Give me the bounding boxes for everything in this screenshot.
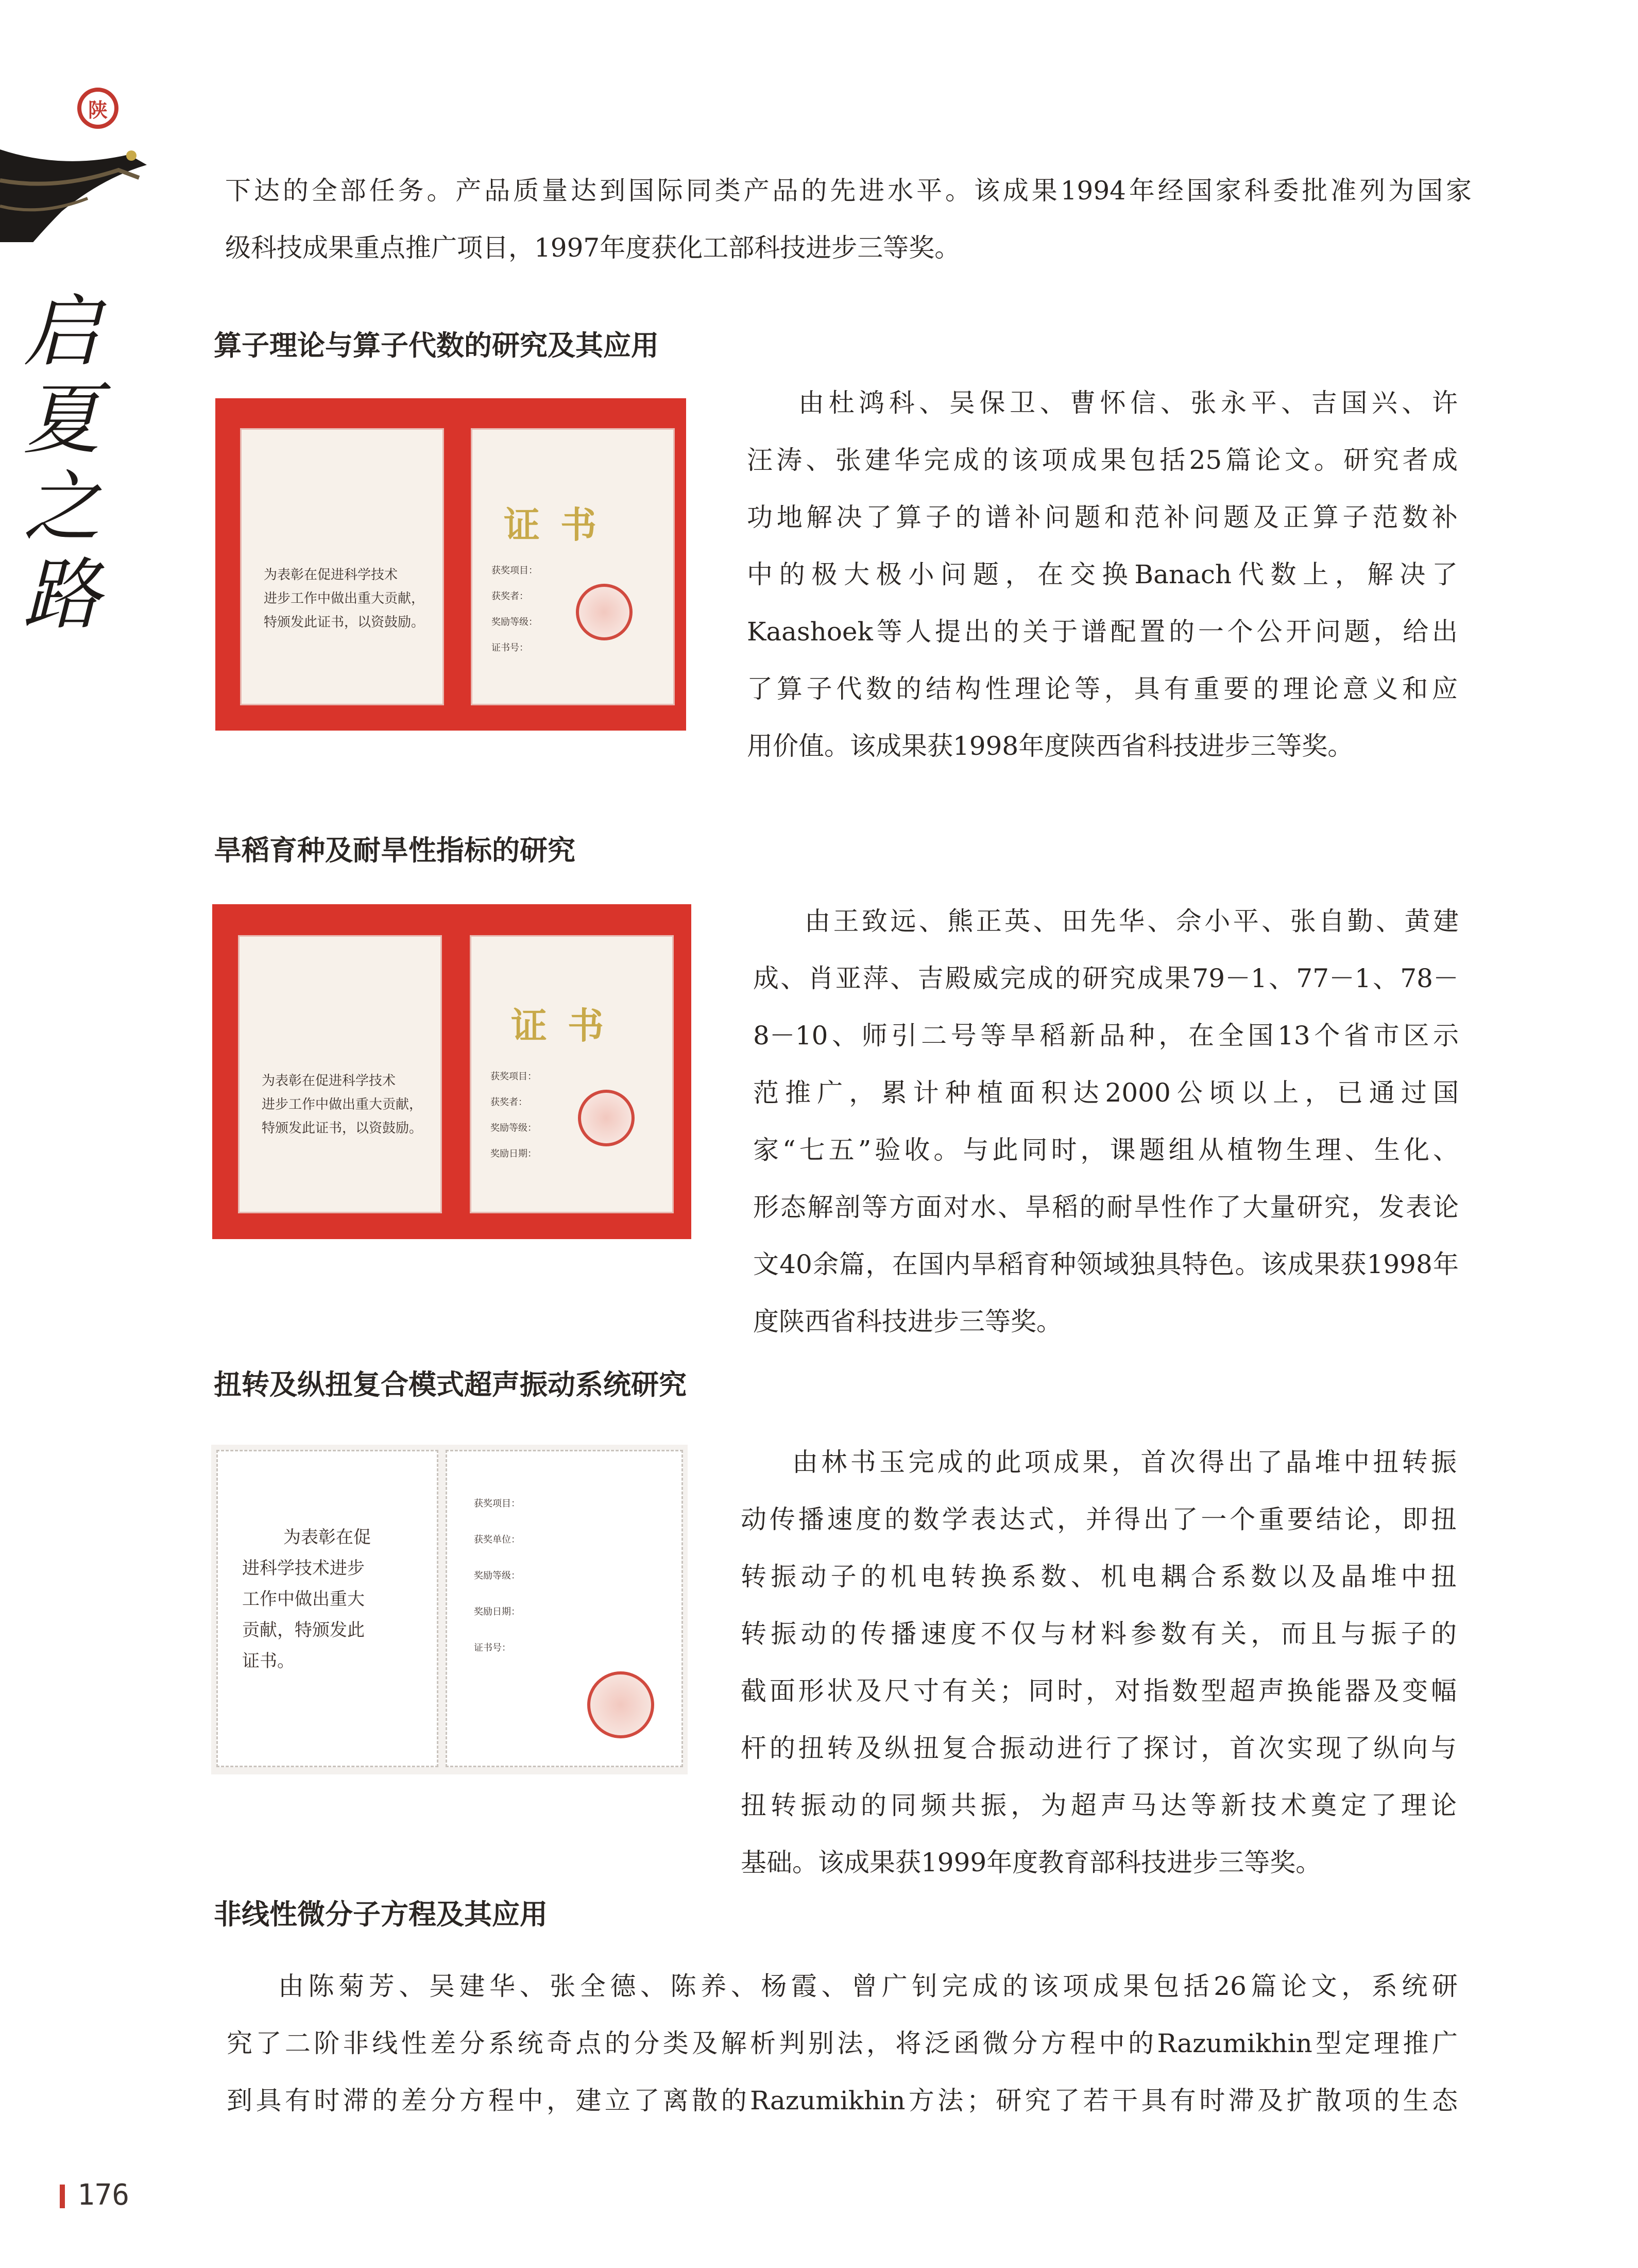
cert-text-line: 贡献，特颁发此 — [242, 1620, 365, 1640]
cert-field: 获奖者： — [490, 1097, 527, 1108]
text-line: 了算子代数的结构性理论等，具有重要的理论意义和应 — [747, 674, 1458, 704]
cert-text-line: 特颁发此证书，以资鼓励。 — [264, 615, 425, 630]
cert-field: 奖励日期： — [474, 1606, 520, 1617]
section-2-paragraph — [753, 893, 1459, 1350]
cert-text-line: 为表彰在促 — [283, 1527, 371, 1548]
text-line: 8－10、师引二号等旱稻新品种，在全国13个省市区示 — [753, 1021, 1459, 1051]
cert-text-line: 进步工作中做出重大贡献， — [264, 591, 425, 606]
text-line: 下达的全部任务。产品质量达到国际同类产品的先进水平。该成果1994年经国家科委批准列为国家 — [225, 176, 1472, 206]
cert-field: 获奖项目： — [491, 565, 538, 576]
cert-field: 证书号： — [491, 642, 528, 653]
text-line: 到具有时滞的差分方程中，建立了离散的Razumikhin方法；研究了若干具有时滞及扩散项的生态 — [227, 2086, 1458, 2115]
cert-text-line: 工作中做出重大 — [242, 1589, 365, 1610]
text-line: 由王致远、熊正英、田先华、佘小平、张自勤、黄建 — [805, 906, 1459, 936]
text-line: 杆的扭转及纵扭复合振动进行了探讨，首次实现了纵向与 — [741, 1733, 1457, 1763]
text-line: 转振动的传播速度不仅与材料参数有关，而且与振子的 — [741, 1619, 1457, 1649]
section-4-paragraph — [227, 1958, 1458, 2129]
temple-roof-ornament — [0, 88, 149, 242]
page-number: 176 — [77, 2178, 130, 2212]
text-line: 级科技成果重点推广项目，1997年度获化工部科技进步三等奖。 — [225, 233, 961, 263]
side-title-char: 路 — [23, 550, 100, 640]
side-title-char: 夏 — [23, 375, 100, 465]
text-line: 基础。该成果获1999年度教育部科技进步三等奖。 — [741, 1848, 1322, 1877]
cert-title: 证书 — [504, 503, 617, 546]
cert-field: 奖励等级： — [491, 617, 538, 628]
text-line: 由陈菊芳、吴建华、张全德、陈养、杨霞、曾广钊完成的该项成果包括26篇论文，系统研 — [278, 1971, 1458, 2001]
cert-field: 获奖单位： — [474, 1534, 520, 1545]
section-heading: 扭转及纵扭复合模式超声振动系统研究 — [214, 1368, 687, 1401]
certificate-image — [212, 904, 691, 1239]
cert-field: 证书号： — [474, 1643, 511, 1653]
text-line: 度陕西省科技进步三等奖。 — [753, 1307, 1062, 1336]
cert-field: 奖励等级： — [474, 1570, 520, 1581]
text-line: 转振动子的机电转换系数、机电耦合系数以及晶堆中扭 — [741, 1562, 1457, 1592]
text-line: 形态解剖等方面对水、旱稻的耐旱性作了大量研究，发表论 — [753, 1192, 1459, 1222]
cert-field: 奖励日期： — [490, 1148, 537, 1159]
cert-text-line: 特颁发此证书，以资鼓励。 — [262, 1121, 423, 1136]
cert-title: 证书 — [511, 1004, 624, 1047]
section-heading: 非线性微分子方程及其应用 — [214, 1898, 548, 1931]
certificate-image — [215, 398, 686, 731]
side-title-char: 启 — [23, 287, 100, 377]
page-number-marker — [60, 2185, 65, 2208]
cert-text-line: 为表彰在促进科学技术 — [262, 1073, 396, 1089]
text-line: 汪涛、张建华完成的该项成果包括25篇论文。研究者成 — [747, 445, 1458, 475]
text-line: 范推广，累计种植面积达2000公顷以上，已通过国 — [753, 1078, 1459, 1108]
cert-text-line: 证书。 — [242, 1651, 295, 1671]
cert-text-line: 为表彰在促进科学技术 — [264, 567, 398, 583]
text-line: 中的极大极小问题，在交换Banach代数上，解决了 — [747, 560, 1458, 589]
text-line: 扭转振动的同频共振，为超声马达等新技术奠定了理论 — [741, 1790, 1457, 1820]
section-1-paragraph — [747, 375, 1458, 775]
cert-field: 获奖项目： — [474, 1498, 520, 1509]
national-emblem-stamp — [576, 584, 633, 640]
side-title-char: 之 — [23, 463, 100, 552]
text-line: 动传播速度的数学表达式，并得出了一个重要结论，即扭 — [741, 1504, 1457, 1534]
national-emblem-stamp — [578, 1090, 635, 1146]
seal-badge: 陕 — [77, 88, 118, 129]
text-line: 由林书玉完成的此项成果，首次得出了晶堆中扭转振 — [792, 1447, 1457, 1477]
text-line: 截面形状及尺寸有关；同时，对指数型超声换能器及变幅 — [741, 1676, 1457, 1706]
cert-text-line: 进步工作中做出重大贡献， — [262, 1097, 423, 1112]
section-heading: 算子理论与算子代数的研究及其应用 — [214, 329, 659, 362]
section-heading: 旱稻育种及耐旱性指标的研究 — [214, 834, 575, 867]
vertical-side-title — [15, 289, 108, 639]
text-line: 功地解决了算子的谱补问题和范补问题及正算子范数补 — [747, 502, 1458, 532]
cert-field: 获奖项目： — [490, 1071, 537, 1082]
text-line: 究了二阶非线性差分系统奇点的分类及解析判别法，将泛函微分方程中的Razumikhin型定理推广 — [227, 2028, 1458, 2058]
text-line: 家“七五”验收。与此同时，课题组从植物生理、生化、 — [753, 1135, 1459, 1165]
text-line: Kaashoek等人提出的关于谱配置的一个公开问题，给出 — [747, 617, 1458, 647]
cert-field: 奖励等级： — [490, 1123, 537, 1133]
certificate-image — [211, 1445, 688, 1774]
cert-text-line: 进科学技术进步 — [242, 1558, 365, 1579]
text-line: 文40余篇，在国内旱稻育种领域独具特色。该成果获1998年 — [753, 1249, 1459, 1279]
intro-paragraph — [225, 162, 1472, 277]
text-line: 用价值。该成果获1998年度陕西省科技进步三等奖。 — [747, 731, 1354, 761]
section-3-paragraph — [741, 1434, 1457, 1891]
text-line: 由杜鸿科、吴保卫、曹怀信、张永平、吉国兴、许 — [798, 388, 1458, 418]
text-line: 成、肖亚萍、吉殿威完成的研究成果79－1、77－1、78－ — [753, 963, 1459, 993]
cert-field: 获奖者： — [491, 591, 528, 602]
official-seal-stamp — [587, 1671, 654, 1738]
